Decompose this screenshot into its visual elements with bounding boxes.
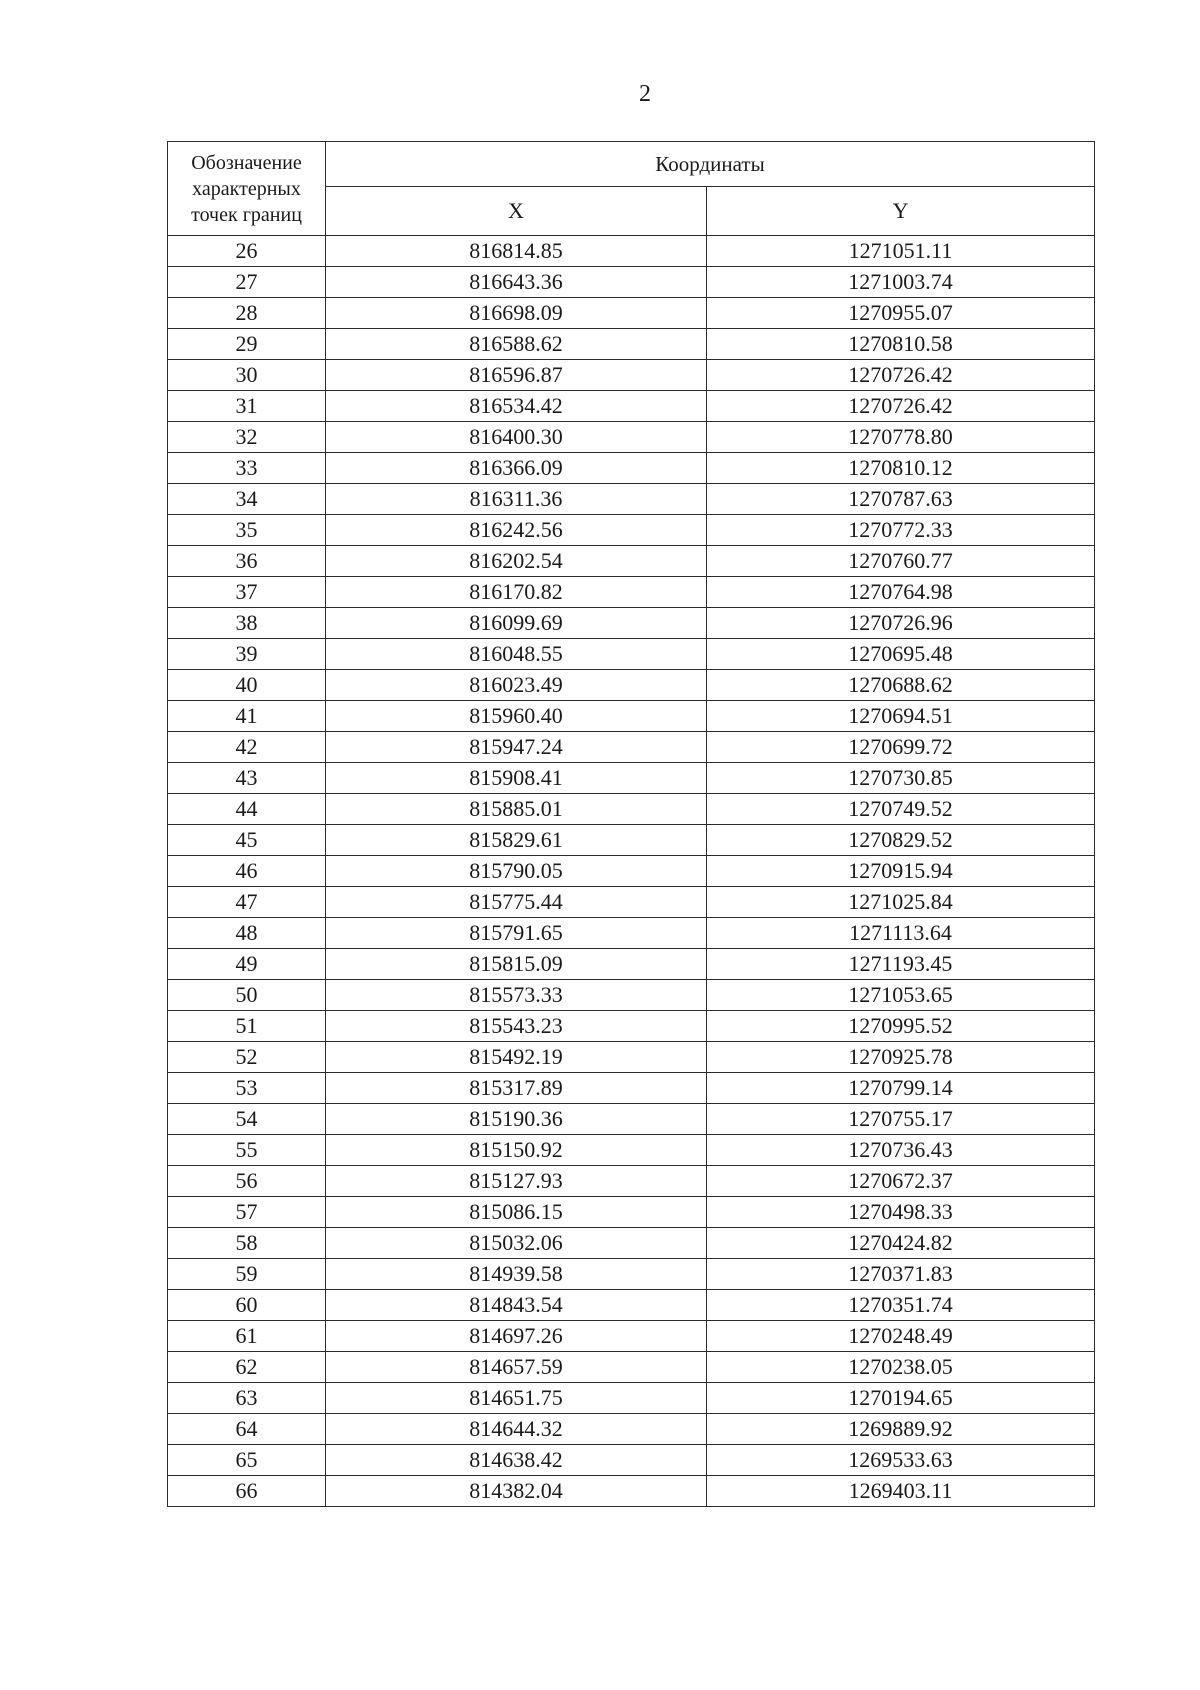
point-cell: 54 <box>168 1104 326 1135</box>
x-cell: 815791.65 <box>326 918 707 949</box>
table-row <box>168 360 1095 391</box>
y-cell: 1270787.63 <box>707 484 1095 515</box>
x-cell: 816596.87 <box>326 360 707 391</box>
point-cell: 26 <box>168 236 326 267</box>
x-cell: 814638.42 <box>326 1445 707 1476</box>
y-cell: 1270699.72 <box>707 732 1095 763</box>
point-cell: 51 <box>168 1011 326 1042</box>
table-row <box>168 1042 1095 1073</box>
y-cell: 1270695.48 <box>707 639 1095 670</box>
table-row <box>168 422 1095 453</box>
point-cell: 66 <box>168 1476 326 1507</box>
x-cell: 816023.49 <box>326 670 707 701</box>
point-cell: 57 <box>168 1197 326 1228</box>
table-row <box>168 949 1095 980</box>
table-row <box>168 1352 1095 1383</box>
header-row-top <box>168 142 1095 187</box>
point-cell: 35 <box>168 515 326 546</box>
table-row <box>168 608 1095 639</box>
point-cell: 27 <box>168 267 326 298</box>
table-row <box>168 329 1095 360</box>
table-row <box>168 763 1095 794</box>
x-cell: 814651.75 <box>326 1383 707 1414</box>
x-cell: 815150.92 <box>326 1135 707 1166</box>
y-cell: 1270925.78 <box>707 1042 1095 1073</box>
x-cell: 816643.36 <box>326 267 707 298</box>
table-row <box>168 1259 1095 1290</box>
x-cell: 816814.85 <box>326 236 707 267</box>
x-cell: 816311.36 <box>326 484 707 515</box>
y-cell: 1270915.94 <box>707 856 1095 887</box>
y-cell: 1269533.63 <box>707 1445 1095 1476</box>
table-row <box>168 298 1095 329</box>
y-cell: 1271051.11 <box>707 236 1095 267</box>
point-cell: 39 <box>168 639 326 670</box>
coordinates-table <box>167 141 1095 1507</box>
x-cell: 815127.93 <box>326 1166 707 1197</box>
x-cell: 816170.82 <box>326 577 707 608</box>
y-cell: 1270248.49 <box>707 1321 1095 1352</box>
point-cell: 59 <box>168 1259 326 1290</box>
y-cell: 1270736.43 <box>707 1135 1095 1166</box>
point-cell: 43 <box>168 763 326 794</box>
point-cell: 36 <box>168 546 326 577</box>
y-cell: 1270799.14 <box>707 1073 1095 1104</box>
x-cell: 816534.42 <box>326 391 707 422</box>
point-cell: 48 <box>168 918 326 949</box>
table-row <box>168 1476 1095 1507</box>
point-cell: 50 <box>168 980 326 1011</box>
y-cell: 1270810.58 <box>707 329 1095 360</box>
header-coordinates: Координаты <box>326 142 1095 187</box>
y-cell: 1270726.42 <box>707 391 1095 422</box>
point-cell: 53 <box>168 1073 326 1104</box>
y-cell: 1271053.65 <box>707 980 1095 1011</box>
y-cell: 1270772.33 <box>707 515 1095 546</box>
x-cell: 815032.06 <box>326 1228 707 1259</box>
y-cell: 1270760.77 <box>707 546 1095 577</box>
y-cell: 1271025.84 <box>707 887 1095 918</box>
point-cell: 37 <box>168 577 326 608</box>
y-cell: 1271113.64 <box>707 918 1095 949</box>
y-cell: 1270424.82 <box>707 1228 1095 1259</box>
x-cell: 815815.09 <box>326 949 707 980</box>
y-cell: 1270498.33 <box>707 1197 1095 1228</box>
y-cell: 1271003.74 <box>707 267 1095 298</box>
x-cell: 815790.05 <box>326 856 707 887</box>
y-cell: 1270755.17 <box>707 1104 1095 1135</box>
x-cell: 816400.30 <box>326 422 707 453</box>
y-cell: 1270778.80 <box>707 422 1095 453</box>
x-cell: 815573.33 <box>326 980 707 1011</box>
x-cell: 815829.61 <box>326 825 707 856</box>
point-cell: 38 <box>168 608 326 639</box>
x-cell: 814644.32 <box>326 1414 707 1445</box>
y-cell: 1270810.12 <box>707 453 1095 484</box>
x-cell: 815908.41 <box>326 763 707 794</box>
x-cell: 815086.15 <box>326 1197 707 1228</box>
x-cell: 814657.59 <box>326 1352 707 1383</box>
y-cell: 1270371.83 <box>707 1259 1095 1290</box>
point-cell: 46 <box>168 856 326 887</box>
y-cell: 1271193.45 <box>707 949 1095 980</box>
y-cell: 1270694.51 <box>707 701 1095 732</box>
point-cell: 44 <box>168 794 326 825</box>
x-cell: 814382.04 <box>326 1476 707 1507</box>
point-cell: 28 <box>168 298 326 329</box>
point-cell: 30 <box>168 360 326 391</box>
point-cell: 60 <box>168 1290 326 1321</box>
table-row <box>168 1383 1095 1414</box>
table-row <box>168 980 1095 1011</box>
table-row <box>168 701 1095 732</box>
table-row <box>168 515 1095 546</box>
point-cell: 55 <box>168 1135 326 1166</box>
point-cell: 34 <box>168 484 326 515</box>
y-cell: 1270730.85 <box>707 763 1095 794</box>
table-row <box>168 887 1095 918</box>
point-cell: 31 <box>168 391 326 422</box>
table-row <box>168 1197 1095 1228</box>
table-row <box>168 856 1095 887</box>
y-cell: 1270194.65 <box>707 1383 1095 1414</box>
y-cell: 1270829.52 <box>707 825 1095 856</box>
table-row <box>168 918 1095 949</box>
table-row <box>168 1445 1095 1476</box>
point-cell: 64 <box>168 1414 326 1445</box>
x-cell: 815947.24 <box>326 732 707 763</box>
table-row <box>168 546 1095 577</box>
table-row <box>168 732 1095 763</box>
table-row <box>168 484 1095 515</box>
header-y: Y <box>707 187 1095 236</box>
table-row <box>168 639 1095 670</box>
x-cell: 816048.55 <box>326 639 707 670</box>
point-cell: 65 <box>168 1445 326 1476</box>
table-row <box>168 1135 1095 1166</box>
x-cell: 815885.01 <box>326 794 707 825</box>
y-cell: 1269889.92 <box>707 1414 1095 1445</box>
point-cell: 45 <box>168 825 326 856</box>
x-cell: 816588.62 <box>326 329 707 360</box>
x-cell: 816366.09 <box>326 453 707 484</box>
y-cell: 1270995.52 <box>707 1011 1095 1042</box>
point-cell: 49 <box>168 949 326 980</box>
x-cell: 816099.69 <box>326 608 707 639</box>
point-cell: 47 <box>168 887 326 918</box>
x-cell: 815775.44 <box>326 887 707 918</box>
y-cell: 1270726.96 <box>707 608 1095 639</box>
x-cell: 815492.19 <box>326 1042 707 1073</box>
y-cell: 1270749.52 <box>707 794 1095 825</box>
x-cell: 815190.36 <box>326 1104 707 1135</box>
point-cell: 41 <box>168 701 326 732</box>
table-row <box>168 670 1095 701</box>
y-cell: 1270764.98 <box>707 577 1095 608</box>
header-point-label: Обозначение характерных точек границ <box>168 142 326 236</box>
table-row <box>168 577 1095 608</box>
x-cell: 816698.09 <box>326 298 707 329</box>
table-row <box>168 1166 1095 1197</box>
y-cell: 1270688.62 <box>707 670 1095 701</box>
point-cell: 61 <box>168 1321 326 1352</box>
table-row <box>168 1104 1095 1135</box>
y-cell: 1270351.74 <box>707 1290 1095 1321</box>
y-cell: 1270726.42 <box>707 360 1095 391</box>
y-cell: 1270955.07 <box>707 298 1095 329</box>
table-row <box>168 1073 1095 1104</box>
table-row <box>168 825 1095 856</box>
point-cell: 52 <box>168 1042 326 1073</box>
table-body <box>168 142 1095 1507</box>
x-cell: 814939.58 <box>326 1259 707 1290</box>
table-row <box>168 1414 1095 1445</box>
table-row <box>168 391 1095 422</box>
table-row <box>168 1228 1095 1259</box>
point-cell: 33 <box>168 453 326 484</box>
table-row <box>168 453 1095 484</box>
x-cell: 816242.56 <box>326 515 707 546</box>
table-row <box>168 236 1095 267</box>
point-cell: 40 <box>168 670 326 701</box>
y-cell: 1270238.05 <box>707 1352 1095 1383</box>
table-row <box>168 1321 1095 1352</box>
point-cell: 42 <box>168 732 326 763</box>
table-row <box>168 1290 1095 1321</box>
point-cell: 32 <box>168 422 326 453</box>
x-cell: 815317.89 <box>326 1073 707 1104</box>
y-cell: 1269403.11 <box>707 1476 1095 1507</box>
table-row <box>168 1011 1095 1042</box>
x-cell: 816202.54 <box>326 546 707 577</box>
point-cell: 63 <box>168 1383 326 1414</box>
y-cell: 1270672.37 <box>707 1166 1095 1197</box>
page-number: 2 <box>639 81 651 107</box>
x-cell: 815543.23 <box>326 1011 707 1042</box>
x-cell: 814697.26 <box>326 1321 707 1352</box>
x-cell: 815960.40 <box>326 701 707 732</box>
table-row <box>168 794 1095 825</box>
table-row <box>168 267 1095 298</box>
header-x: X <box>326 187 707 236</box>
x-cell: 814843.54 <box>326 1290 707 1321</box>
point-cell: 62 <box>168 1352 326 1383</box>
point-cell: 56 <box>168 1166 326 1197</box>
point-cell: 58 <box>168 1228 326 1259</box>
point-cell: 29 <box>168 329 326 360</box>
